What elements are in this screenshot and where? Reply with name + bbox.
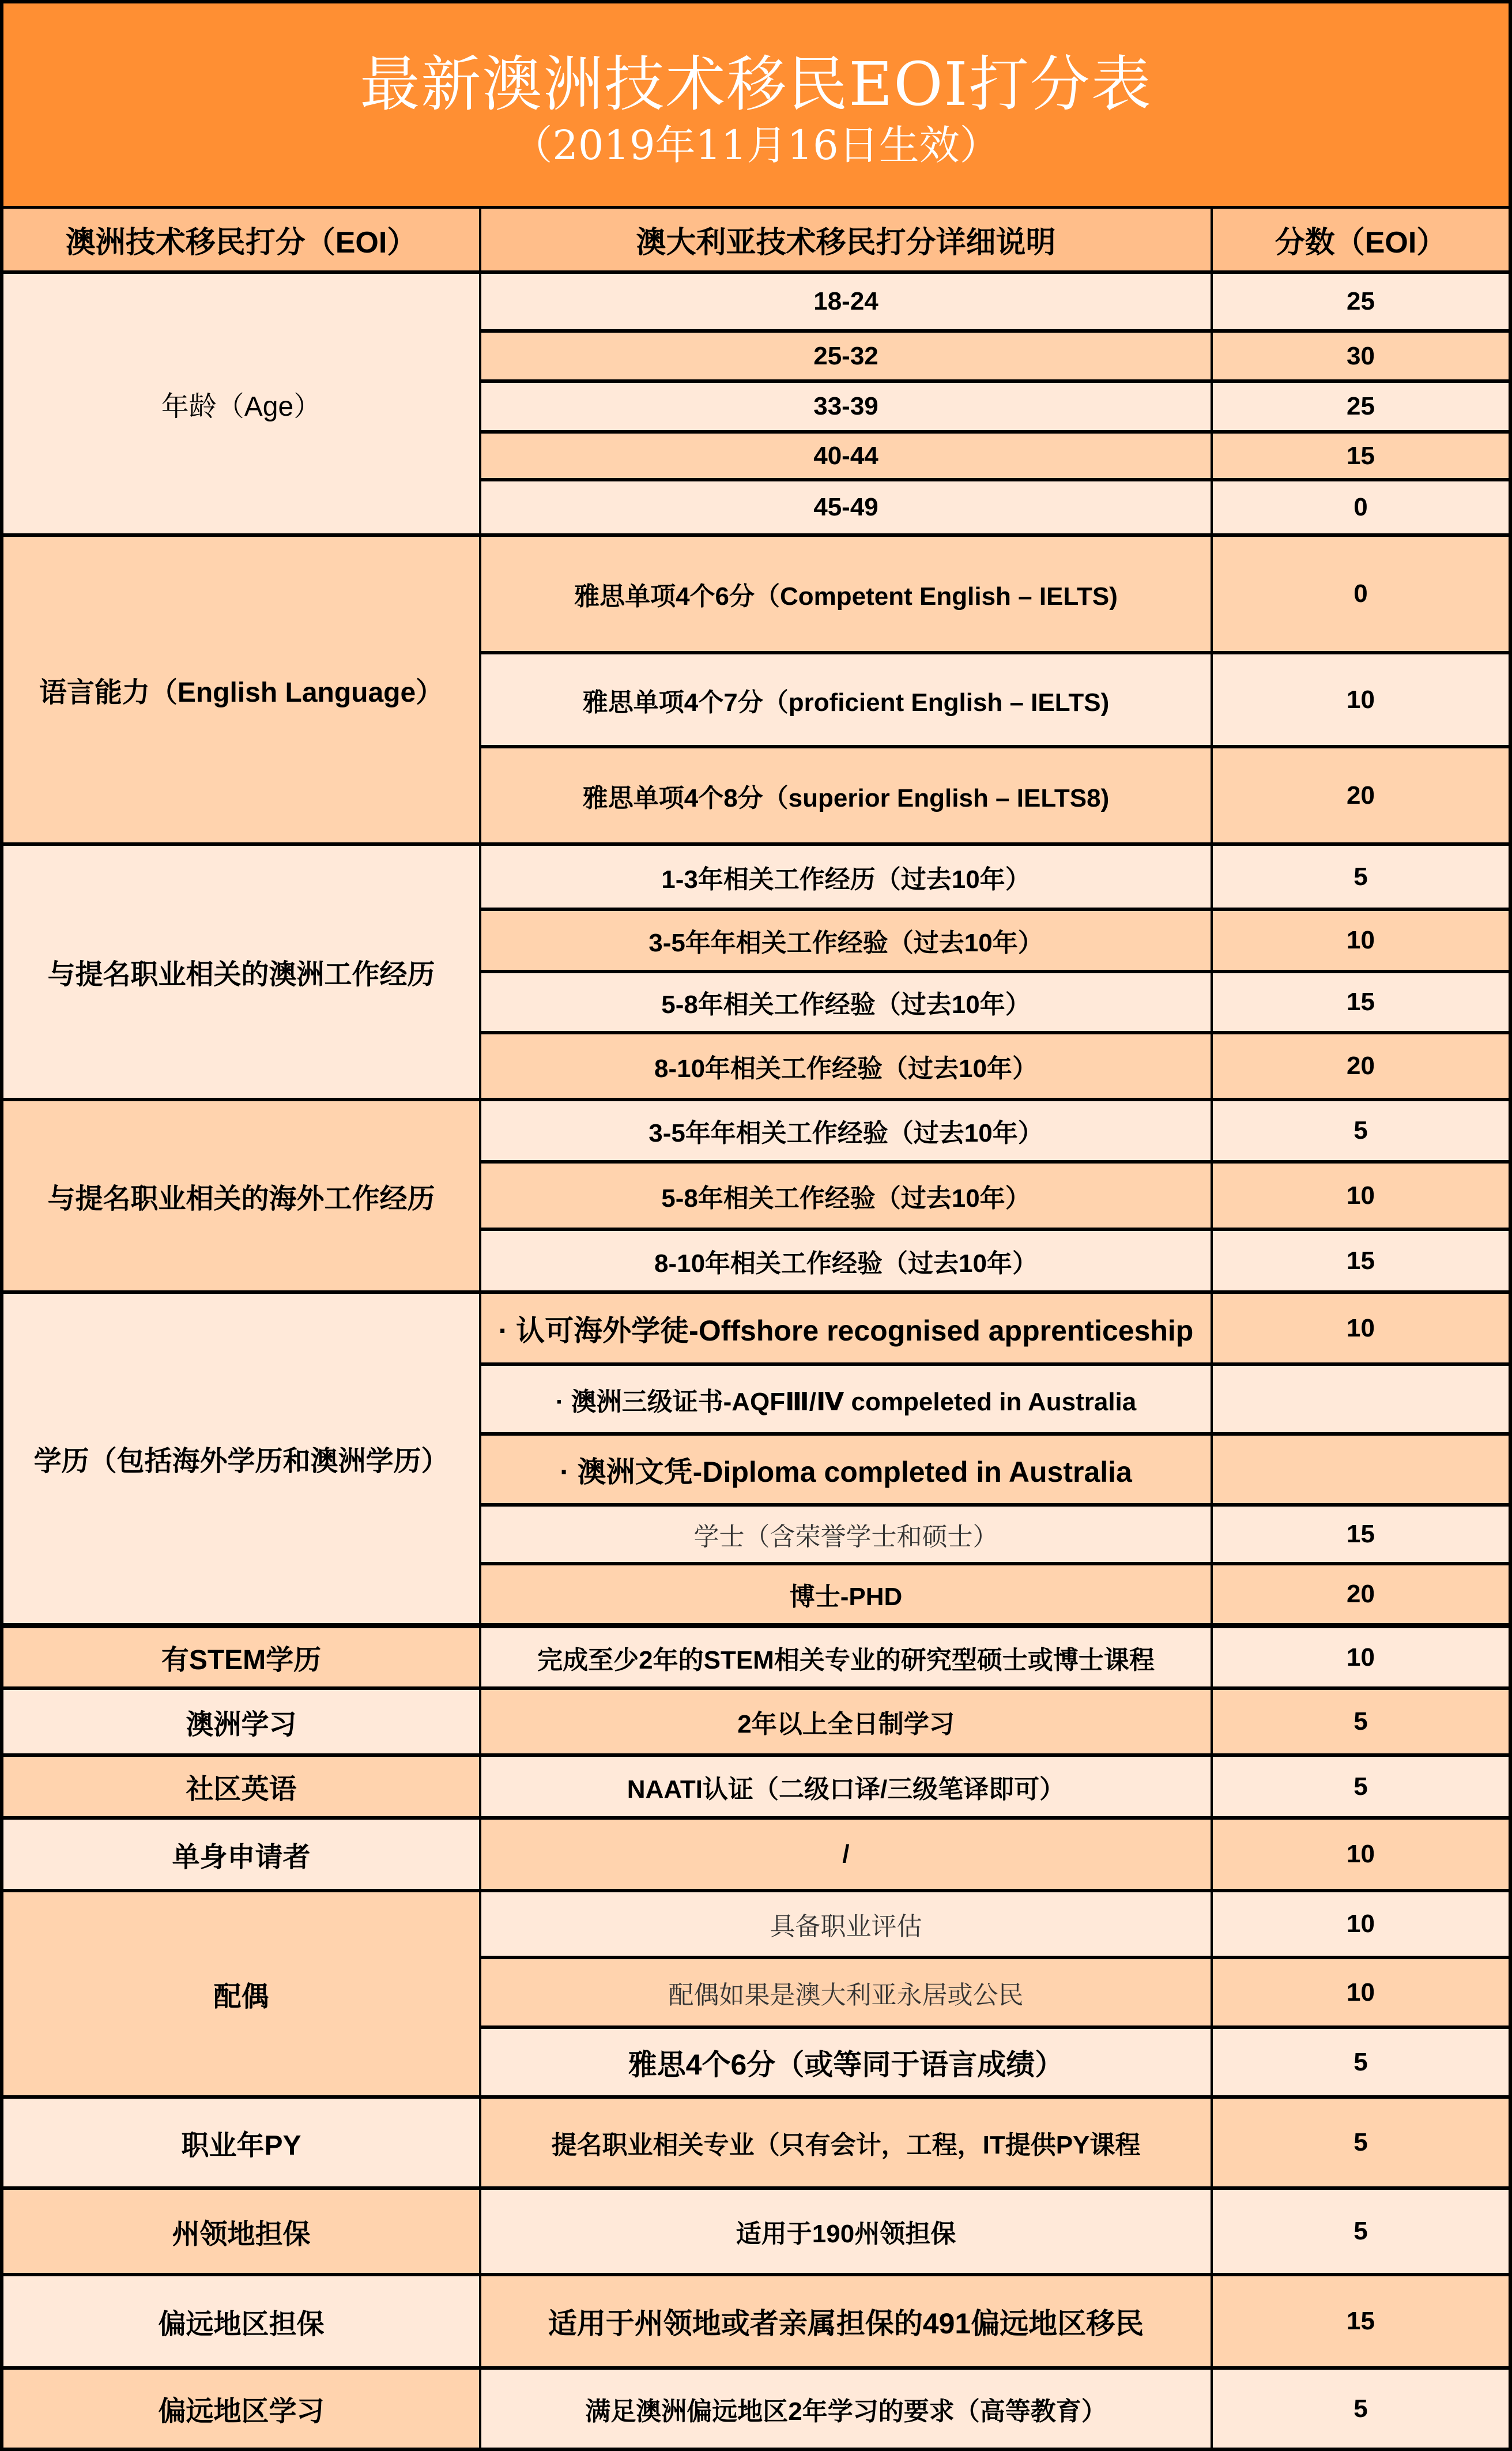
table-row-desc: 18-24 xyxy=(481,274,1213,333)
table-row-desc: / xyxy=(481,1820,1213,1892)
column-header-category: 澳洲技术移民打分（EOI） xyxy=(0,209,481,274)
table-row-desc: 1-3年相关工作经历（过去10年） xyxy=(481,846,1213,911)
column-header-description: 澳大利亚技术移民打分详细说明 xyxy=(481,209,1213,274)
category-state-sponsorship: 州领地担保 xyxy=(0,2190,481,2276)
table-row-score: 10 xyxy=(1213,1294,1512,1366)
table-row-desc: 3-5年年相关工作经验（过去10年） xyxy=(481,911,1213,973)
table-row-desc: 45-49 xyxy=(481,481,1213,537)
category-overseas-work-experience: 与提名职业相关的海外工作经历 xyxy=(0,1101,481,1294)
table-row-desc: 3-5年年相关工作经验（过去10年） xyxy=(481,1101,1213,1164)
table-row-desc: 5-8年相关工作经验（过去10年） xyxy=(481,973,1213,1034)
table-row-score: 5 xyxy=(1213,2370,1512,2451)
table-row-score xyxy=(1213,1366,1512,1436)
table-row-desc: 25-32 xyxy=(481,333,1213,383)
category-regional-study: 偏远地区学习 xyxy=(0,2370,481,2451)
table-row-score: 5 xyxy=(1213,1101,1512,1164)
table-row-desc: 雅思单项4个7分（proficient English – IELTS) xyxy=(481,654,1213,748)
category-stem: 有STEM学历 xyxy=(0,1628,481,1690)
table-row-score: 15 xyxy=(1213,434,1512,481)
table-row-score: 5 xyxy=(1213,1690,1512,1757)
table-row-desc: · 澳洲三级证书-AQFⅢ/Ⅳ compeleted in Australia xyxy=(481,1366,1213,1436)
table-row-desc: 雅思单项4个8分（superior English – IELTS8) xyxy=(481,748,1213,846)
table-row-score: 10 xyxy=(1213,1959,1512,2029)
table-row-desc: 33-39 xyxy=(481,383,1213,434)
category-spouse: 配偶 xyxy=(0,1892,481,2099)
table-row-desc: 8-10年相关工作经验（过去10年） xyxy=(481,1034,1213,1101)
table-row-score: 20 xyxy=(1213,1565,1512,1628)
category-regional-sponsorship: 偏远地区担保 xyxy=(0,2276,481,2370)
table-row-score: 5 xyxy=(1213,1757,1512,1820)
table-row-desc: 具备职业评估 xyxy=(481,1892,1213,1959)
table-row-score: 10 xyxy=(1213,1164,1512,1231)
table-row-desc: 适用于州领地或者亲属担保的491偏远地区移民 xyxy=(481,2276,1213,2370)
table-row-desc: · 认可海外学徒-Offshore recognised apprenticeship xyxy=(481,1294,1213,1366)
category-australian-study: 澳洲学习 xyxy=(0,1690,481,1757)
table-row-desc: · 澳洲文凭-Diploma completed in Australia xyxy=(481,1436,1213,1507)
table-row-score: 10 xyxy=(1213,1892,1512,1959)
table-row-score: 15 xyxy=(1213,1507,1512,1565)
table-row-score: 0 xyxy=(1213,537,1512,654)
table-row-score: 25 xyxy=(1213,383,1512,434)
table-row-score: 0 xyxy=(1213,481,1512,537)
table-row-desc: 配偶如果是澳大利亚永居或公民 xyxy=(481,1959,1213,2029)
table-row-score: 5 xyxy=(1213,2099,1512,2190)
table-row-score: 15 xyxy=(1213,973,1512,1034)
table-row-desc: 雅思单项4个6分（Competent English – IELTS) xyxy=(481,537,1213,654)
table-row-desc: NAATI认证（二级口译/三级笔译即可） xyxy=(481,1757,1213,1820)
category-single-applicant: 单身申请者 xyxy=(0,1820,481,1892)
table-row-score: 5 xyxy=(1213,846,1512,911)
title-banner xyxy=(0,0,1512,209)
table-row-desc: 8-10年相关工作经验（过去10年） xyxy=(481,1231,1213,1294)
table-row-desc: 适用于190州领担保 xyxy=(481,2190,1213,2276)
table-row-desc: 博士-PHD xyxy=(481,1565,1213,1628)
table-row-desc: 完成至少2年的STEM相关专业的研究型硕士或博士课程 xyxy=(481,1628,1213,1690)
table-row-score xyxy=(1213,1436,1512,1507)
page-title: 最新澳洲技术移民EOI打分表 xyxy=(360,49,1152,120)
table-row-score: 10 xyxy=(1213,1628,1512,1690)
table-row-score: 10 xyxy=(1213,654,1512,748)
column-header-score: 分数（EOI） xyxy=(1213,209,1512,274)
category-australian-work-experience: 与提名职业相关的澳洲工作经历 xyxy=(0,846,481,1101)
table-row-desc: 5-8年相关工作经验（过去10年） xyxy=(481,1164,1213,1231)
table-row-score: 30 xyxy=(1213,333,1512,383)
table-row-desc: 学士（含荣誉学士和硕士） xyxy=(481,1507,1213,1565)
table-row-desc: 提名职业相关专业（只有会计，工程，IT提供PY课程 xyxy=(481,2099,1213,2190)
table-row-score: 5 xyxy=(1213,2190,1512,2276)
table-row-score: 25 xyxy=(1213,274,1512,333)
category-age: 年龄（Age） xyxy=(0,274,481,537)
category-english-language: 语言能力（English Language） xyxy=(0,537,481,846)
table-row-desc: 2年以上全日制学习 xyxy=(481,1690,1213,1757)
category-professional-year: 职业年PY xyxy=(0,2099,481,2190)
table-row-score: 20 xyxy=(1213,1034,1512,1101)
table-row-desc: 满足澳洲偏远地区2年学习的要求（高等教育） xyxy=(481,2370,1213,2451)
effective-date-subtitle: （2019年11月16日生效） xyxy=(512,121,1000,169)
table-row-desc: 雅思4个6分（或等同于语言成绩） xyxy=(481,2029,1213,2099)
table-row-desc: 40-44 xyxy=(481,434,1213,481)
table-row-score: 5 xyxy=(1213,2029,1512,2099)
table-row-score: 10 xyxy=(1213,1820,1512,1892)
table-row-score: 15 xyxy=(1213,2276,1512,2370)
table-row-score: 10 xyxy=(1213,911,1512,973)
category-education: 学历（包括海外学历和澳洲学历） xyxy=(0,1294,481,1628)
table-row-score: 20 xyxy=(1213,748,1512,846)
category-community-language: 社区英语 xyxy=(0,1757,481,1820)
table-row-score: 15 xyxy=(1213,1231,1512,1294)
